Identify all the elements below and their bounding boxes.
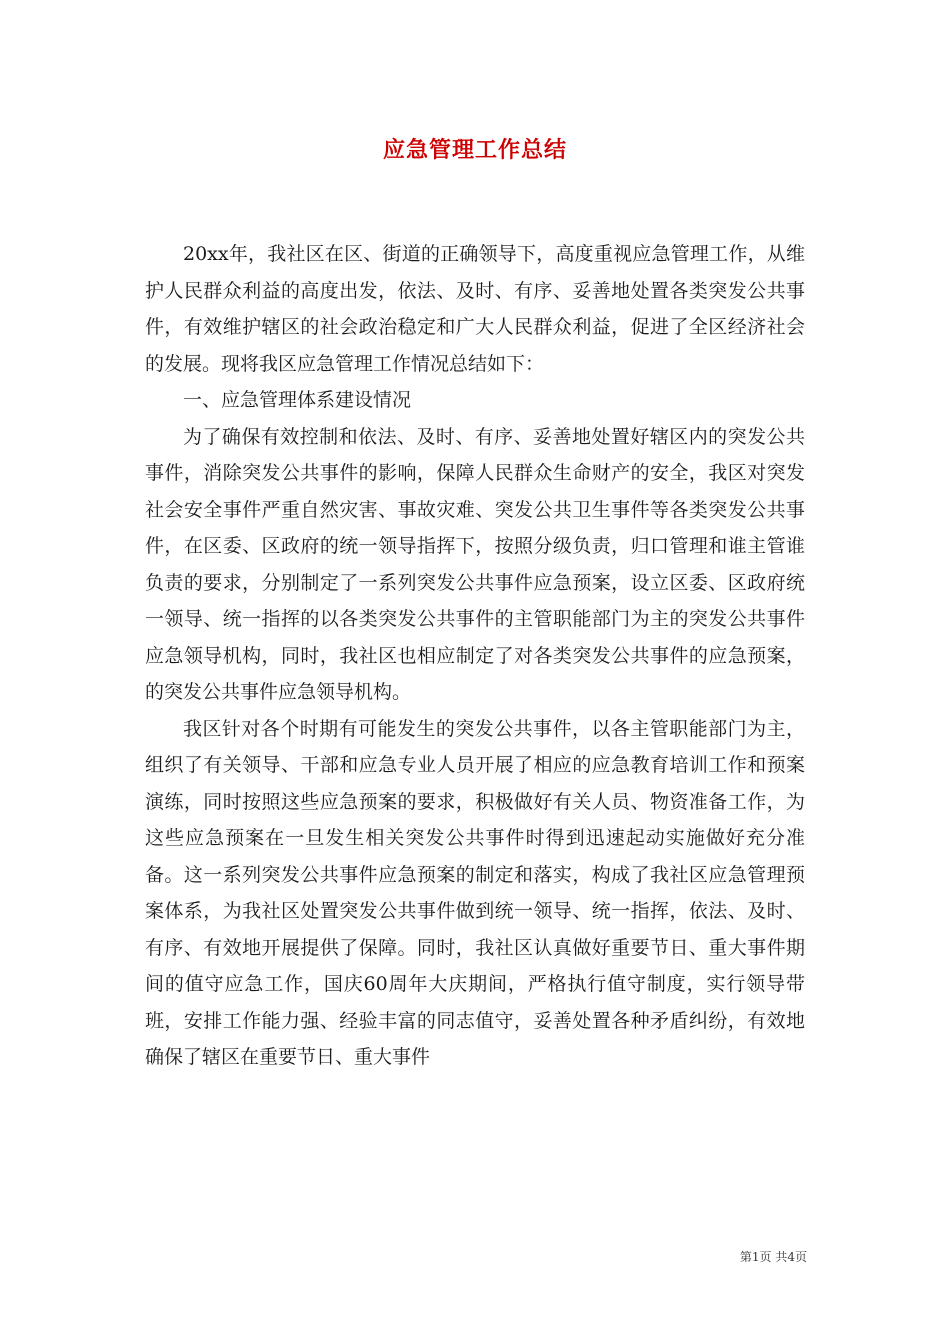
- paragraph-training: 我区针对各个时期有可能发生的突发公共事件，以各主管职能部门为主，组织了有关领导、干部和应急专业人员开展了相应的应急教育培训工作和预案演练，同时按照这些应急预案的要求，积极做好有关人员、物资准备工作，为这些应急预案在一旦发生相关突发公共事件时得到迅速起动实施做好充分准备。这一系列突发公共事件应急预案的制定和落实，构成了我社区应急管理预案体系，为我社区处置突发公共事件做到统一领导、统一指挥，依法、及时、有序、有效地开展提供了保障。同时，我社区认真做好重要节日、重大事件期间的值守应急工作，国庆60周年大庆期间，严格执行值守制度，实行领导带班，安排工作能力强、经验丰富的同志值守，妥善处置各种矛盾纠纷，有效地确保了辖区在重要节日、重大事件: [145, 717, 805, 1068]
- paragraph-intro: 20xx年，我社区在区、街道的正确领导下，高度重视应急管理工作，从维护人民群众利益的高度出发，依法、及时、有序、妥善地处置各类突发公共事件，有效维护辖区的社会政治稳定和广大人民群众利益，促进了全区经济社会的发展。现将我区应急管理工作情况总结如下：: [145, 243, 805, 375]
- document-title: 应急管理工作总结: [382, 137, 567, 163]
- section-heading: 一、应急管理体系建设情况: [183, 389, 412, 411]
- document-body: [145, 236, 805, 1076]
- paragraph-system: 为了确保有效控制和依法、及时、有序、妥善地处置好辖区内的突发公共事件，消除突发公共事件的影响，保障人民群众生命财产的安全，我区对突发社会安全事件严重自然灾害、事故灾难、突发公共卫生事件等各类突发公共事件，在区委、区政府的统一领导指挥下，按照分级负责，归口管理和谁主管谁负责的要求，分别制定了一系列突发公共事件应急预案，设立区委、区政府统一领导、统一指挥的以各类突发公共事件的主管职能部门为主的突发公共事件应急领导机构，同时，我社区也相应制定了对各类突发公共事件的应急预案，的突发公共事件应急领导机构。: [145, 425, 805, 703]
- page-number: 第1页 共4页: [739, 1250, 807, 1264]
